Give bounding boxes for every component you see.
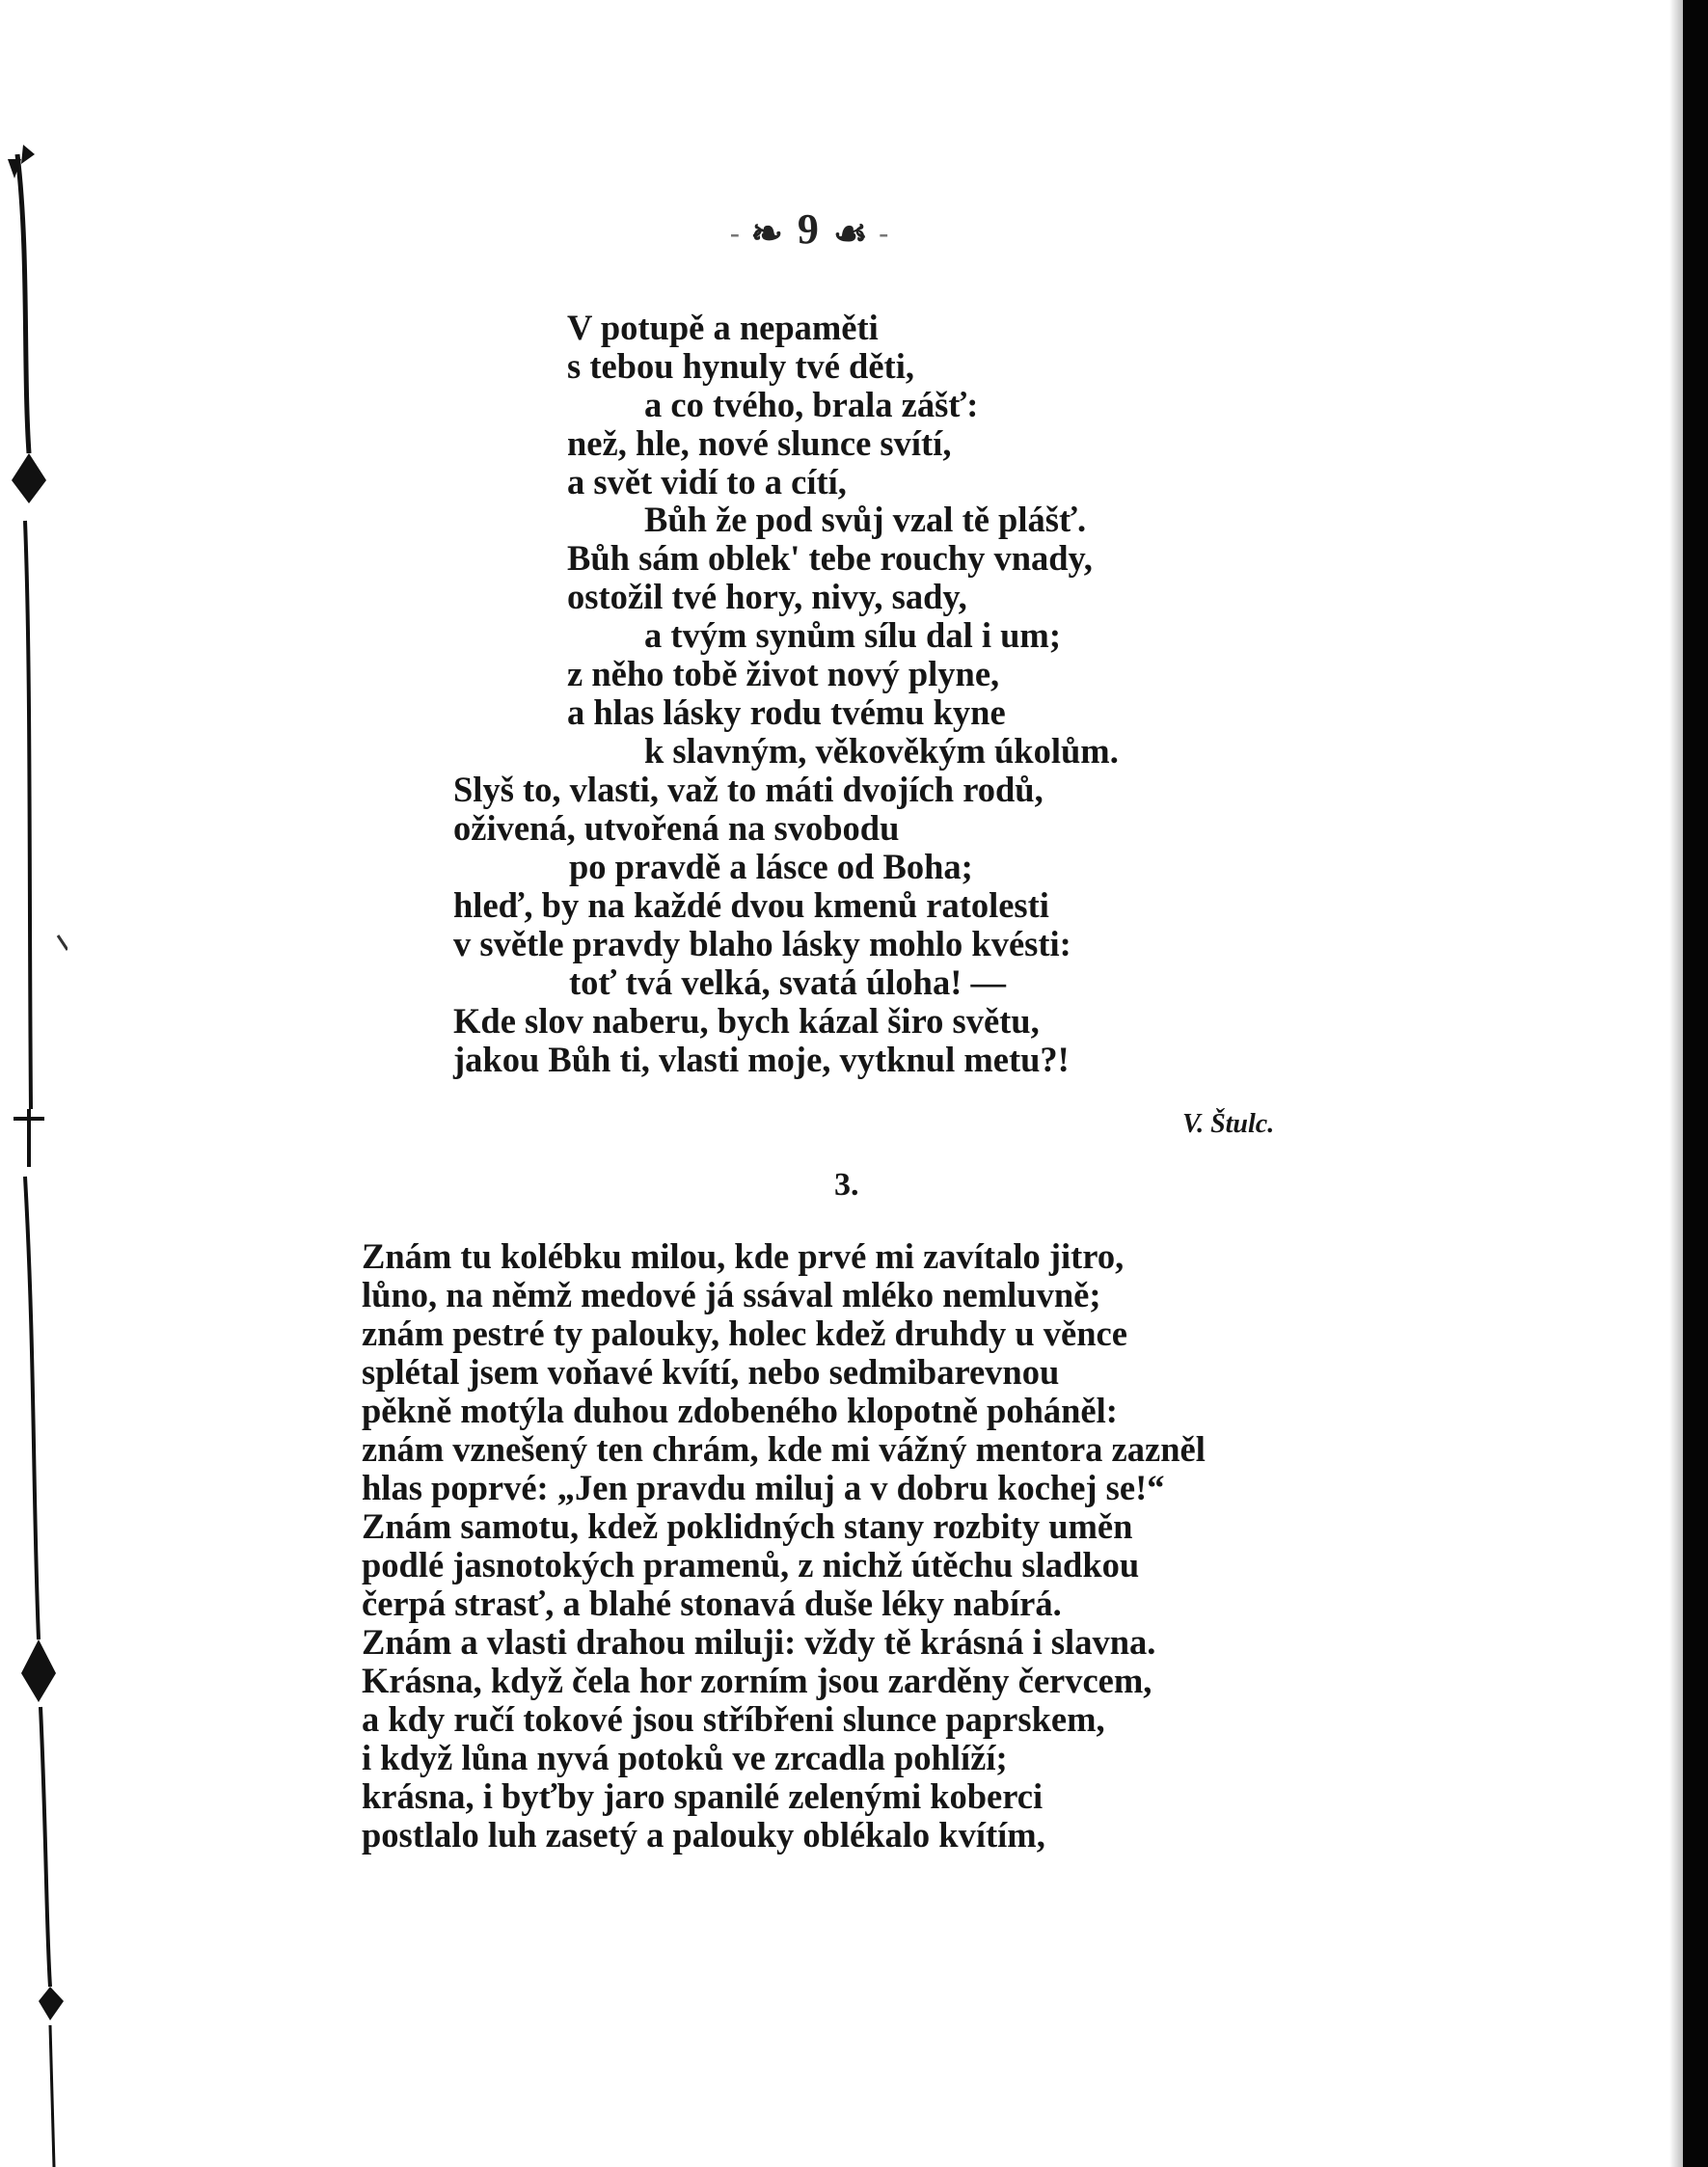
poem-line: Znám samotu, kdež poklidných stany rozbity uměn — [362, 1506, 1133, 1546]
poem-line: lůno, na němž medové já ssával mléko nemluvně; — [362, 1275, 1101, 1314]
poem-line: ostožil tvé hory, nivy, sady, — [567, 577, 967, 616]
poem-line: hlas poprvé: „Jen pravdu miluj a v dobru kochej se!“ — [362, 1468, 1165, 1507]
poem-line: postlalo luh zasetý a palouky oblékalo kvítím, — [362, 1815, 1045, 1855]
poem-line: Kde slov naberu, bych kázal širo světu, — [453, 1001, 1040, 1041]
poem-line: jakou Bůh ti, vlasti moje, vytknul metu?! — [453, 1040, 1070, 1079]
poem-line: pěkně motýla duhou zdobeného klopotně poháněl: — [362, 1391, 1118, 1430]
poem-line: Krásna, když čela hor zorním jsou zarděny červcem, — [362, 1661, 1152, 1700]
poem-line: toť tvá velká, svatá úloha! — — [569, 962, 1006, 1002]
poem-line: splétal jsem voňavé kvítí, nebo sedmibarevnou — [362, 1352, 1060, 1392]
poem-line: i když lůna nyvá potoků ve zrcadla pohlíží; — [362, 1738, 1008, 1777]
poem-line: k slavným, věkověkým úkolům. — [644, 731, 1119, 771]
page-number-header — [714, 204, 907, 256]
poem-line: znám vznešený ten chrám, kde mi vážný mentora zazněl — [362, 1429, 1206, 1469]
ornament-left-icon: ❧ — [750, 211, 785, 256]
poem-line: po pravdě a lásce od Boha; — [569, 847, 973, 886]
author-signature: V. Štulc. — [1182, 1109, 1275, 1139]
poem-line: Slyš to, vlasti, važ to máti dvojích rodů, — [453, 770, 1044, 809]
poem-line: V potupě a nepaměti — [567, 308, 879, 347]
poem-line: a hlas lásky rodu tvému kyne — [567, 692, 1006, 732]
scan-edge-shadow — [1669, 0, 1683, 2167]
poem-line: než, hle, nové slunce svítí, — [567, 423, 952, 463]
header-rule-left: ‐ — [729, 216, 751, 249]
poem-line: a kdy ručí tokové jsou stříbřeni slunce paprskem, — [362, 1699, 1105, 1739]
poem-line: Bůh že pod svůj vzal tě plášť. — [644, 500, 1087, 539]
poem-line: a tvým synům sílu dal i um; — [644, 615, 1061, 655]
poem-line: Znám tu kolébku milou, kde prvé mi zavítalo jitro, — [362, 1236, 1125, 1276]
poem-line: znám pestré ty palouky, holec kdež druhdy u věnce — [362, 1314, 1127, 1353]
poem-line: podlé jasnotokých pramenů, z nichž útěchu sladkou — [362, 1545, 1140, 1585]
poem-line: čerpá strasť, a blahé stonavá duše léky nabírá. — [362, 1584, 1062, 1623]
poem-line: hleď, by na každé dvou kmenů ratolesti — [453, 885, 1049, 925]
poem-line: a co tvého, brala zášť: — [644, 385, 979, 424]
scan-edge-right — [1683, 0, 1708, 2167]
poem-line: z něho tobě život nový plyne, — [567, 654, 1000, 693]
ornament-right-icon: ☙ — [832, 211, 870, 256]
poem-line: Znám a vlasti drahou miluji: vždy tě krásná i slavna. — [362, 1622, 1156, 1662]
section-number: 3. — [834, 1167, 859, 1203]
poem-line: Bůh sám oblek' tebe rouchy vnady, — [567, 538, 1093, 578]
binding-stitches — [0, 0, 68, 2167]
poem-line: oživená, utvořená na svobodu — [453, 808, 900, 848]
poem-line: a svět vidí to a cítí, — [567, 462, 847, 501]
page-number: 9 — [797, 205, 821, 253]
header-rule-right: ‐ — [869, 216, 891, 249]
poem-line: krásna, i byťby jaro spanilé zelenými koberci — [362, 1776, 1044, 1816]
poem-line: v světle pravdy blaho lásky mohlo kvésti: — [453, 924, 1071, 963]
poem-line: s tebou hynuly tvé děti, — [567, 346, 914, 386]
